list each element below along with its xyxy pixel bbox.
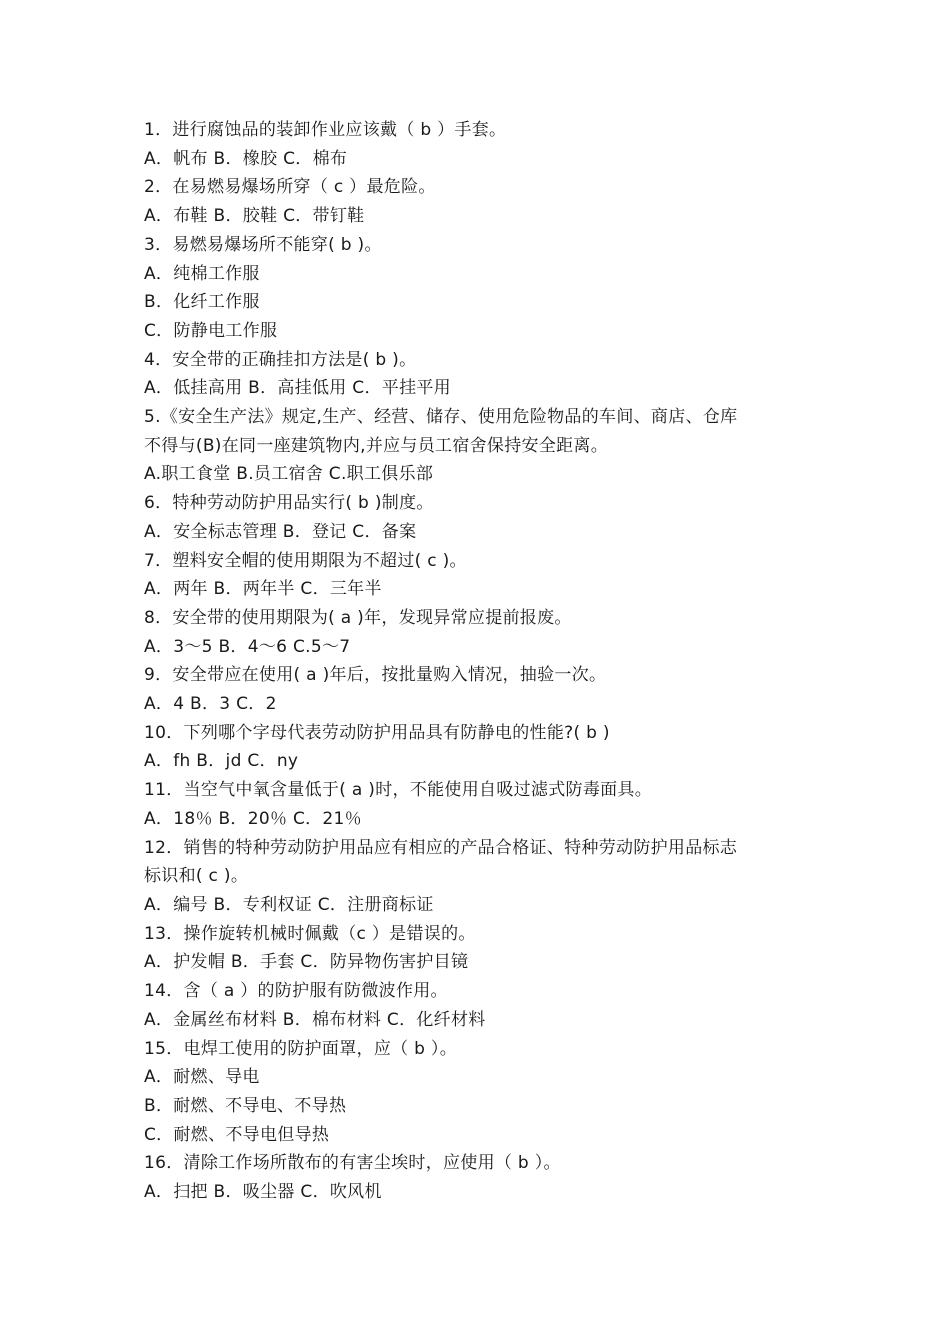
text-line: 11．当空气中氧含量低于( a )时，不能使用自吸过滤式防毒面具。 bbox=[144, 780, 653, 801]
text-line: A．fh B．jd C．ny bbox=[144, 751, 299, 772]
text-line: 6．特种劳动防护用品实行( b )制度。 bbox=[144, 493, 434, 514]
text-line: 2．在易燃易爆场所穿（ c ）最危险。 bbox=[144, 177, 436, 198]
text-line: B．化纤工作服 bbox=[144, 292, 260, 313]
text-line: 4．安全带的正确挂扣方法是( b )。 bbox=[144, 349, 417, 370]
text-line: A．编号 B．专利权证 C．注册商标证 bbox=[144, 894, 434, 915]
text-line: A．纯棉工作服 bbox=[144, 263, 260, 284]
text-line: 15．电焊工使用的防护面罩，应（ b ）。 bbox=[144, 1038, 458, 1059]
text-line: 标识和( c )。 bbox=[144, 866, 249, 887]
text-line: 不得与(B)在同一座建筑物内,并应与员工宿舍保持安全距离。 bbox=[144, 435, 609, 456]
text-line: C．耐燃、不导电但导热 bbox=[144, 1124, 330, 1145]
text-line: A．护发帽 B．手套 C．防异物伤害护目镜 bbox=[144, 952, 469, 973]
text-line: A．4 B．3 C．2 bbox=[144, 694, 277, 715]
text-line: A.职工食堂 B.员工宿舍 C.职工俱乐部 bbox=[144, 464, 434, 485]
text-line: 12．销售的特种劳动防护用品应有相应的产品合格证、特种劳动防护用品标志 bbox=[144, 837, 738, 858]
text-line: A．低挂高用 B．高挂低用 C．平挂平用 bbox=[144, 378, 451, 399]
text-line: B．耐燃、不导电、不导热 bbox=[144, 1095, 347, 1116]
text-line: C．防静电工作服 bbox=[144, 320, 278, 341]
text-line: 7．塑料安全帽的使用期限为不超过( c )。 bbox=[144, 550, 467, 571]
text-line: 16．清除工作场所散布的有害尘埃时，应使用（ b ）。 bbox=[144, 1153, 561, 1174]
text-line: A．3～5 B．4～6 C.5～7 bbox=[144, 636, 351, 657]
text-line: A．安全标志管理 B．登记 C．备案 bbox=[144, 521, 417, 542]
text-line: A．布鞋 B．胶鞋 C．带钉鞋 bbox=[144, 206, 365, 227]
document-body bbox=[144, 116, 824, 1207]
text-line: A．两年 B．两年半 C．三年半 bbox=[144, 579, 382, 600]
text-line: A．18％ B．20％ C．21％ bbox=[144, 808, 362, 829]
text-line: 9．安全带应在使用( a )年后，按批量购入情况，抽验一次。 bbox=[144, 665, 607, 686]
text-line: A．金属丝布材料 B．棉布材料 C．化纤材料 bbox=[144, 1009, 486, 1030]
text-line: 1．进行腐蚀品的装卸作业应该戴（ b ）手套。 bbox=[144, 120, 507, 140]
text-line: A．帆布 B．橡胶 C．棉布 bbox=[144, 148, 348, 169]
text-line: 10．下列哪个字母代表劳动防护用品具有防静电的性能?( b ) bbox=[144, 722, 610, 743]
text-line: 13．操作旋转机械时佩戴（c ）是错误的。 bbox=[144, 923, 476, 944]
text-line: 14．含（ a ）的防护服有防微波作用。 bbox=[144, 981, 448, 1002]
text-line: A．扫把 B．吸尘器 C．吹风机 bbox=[144, 1182, 382, 1203]
text-line: A．耐燃、导电 bbox=[144, 1067, 260, 1088]
text-line: 8．安全带的使用期限为( a )年，发现异常应提前报废。 bbox=[144, 607, 572, 628]
text-line: 3．易燃易爆场所不能穿( b )。 bbox=[144, 234, 382, 255]
text-line: 5.《安全生产法》规定,生产、经营、储存、使用危险物品的车间、商店、仓库 bbox=[144, 407, 738, 428]
